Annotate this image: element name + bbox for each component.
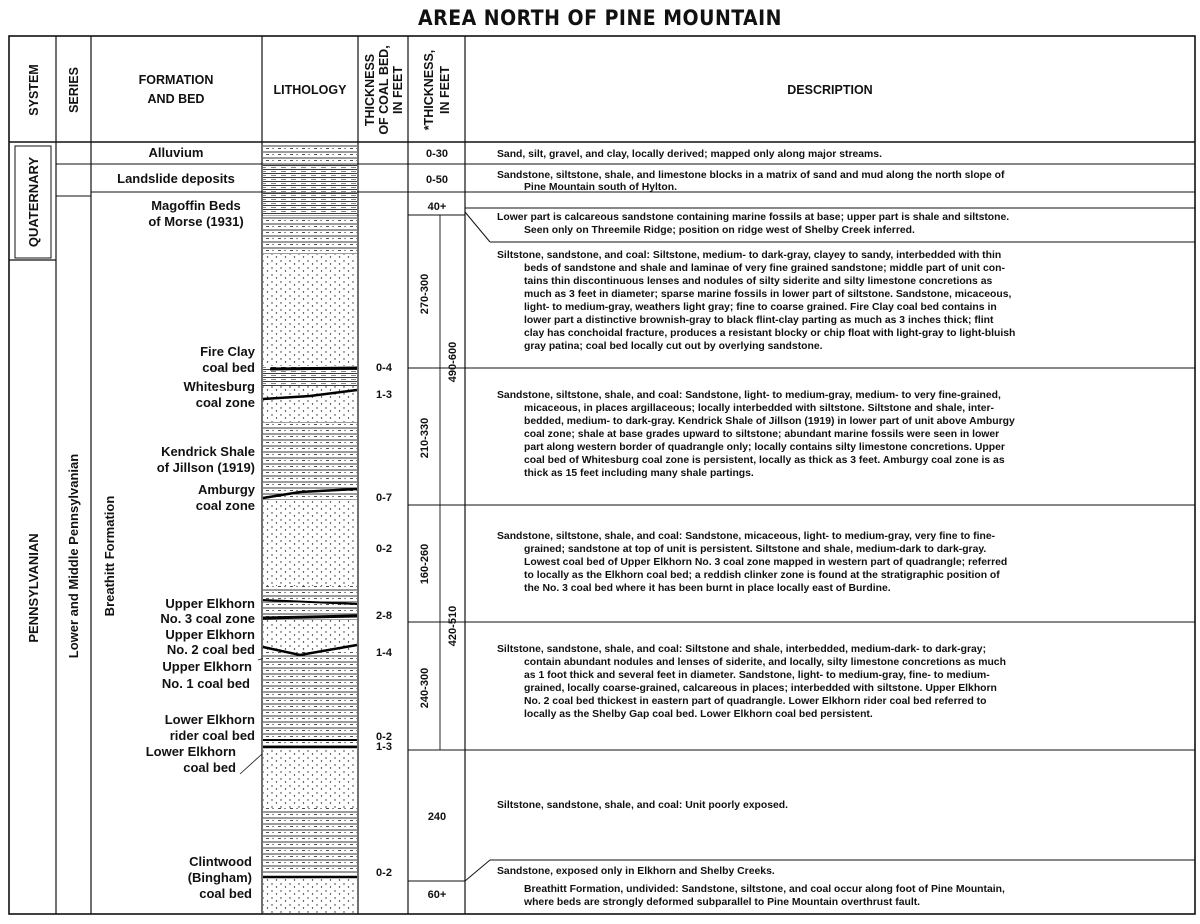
- thickness-group1: 490-600: [447, 341, 459, 383]
- bed-clintwood-2: (Bingham): [187, 870, 252, 885]
- bed-whitesburg-2: coal zone: [195, 395, 255, 410]
- thickness-group2: 420-510: [447, 605, 459, 647]
- coal-lower-elkhorn: 1-3: [376, 741, 392, 753]
- system-pennsylvanian: PENNSYLVANIAN: [26, 533, 41, 643]
- bed-fire-clay-2: coal bed: [202, 360, 255, 375]
- bed-lower-elkhorn-1: Lower Elkhorn: [145, 744, 236, 759]
- chart-title: AREA NORTH OF PINE MOUNTAIN: [418, 6, 782, 30]
- desc-unit4-line: No. 2 coal bed thickest in eastern part of quadrangle. Lower Elkhorn rider coal bed referred to: [524, 696, 987, 707]
- bed-kendrick-1: Kendrick Shale: [161, 444, 255, 459]
- coal-whitesburg: 1-3: [376, 389, 392, 401]
- desc-unit1-line: beds of sandstone and shale and laminae of very fine grained sandstone; middle part of unit con-: [524, 263, 1005, 274]
- bed-amburgy-2: coal zone: [195, 498, 255, 513]
- bed-upper-elkhorn-3-1: Upper Elkhorn: [165, 596, 255, 611]
- bed-upper-elkhorn-1-1: Upper Elkhorn: [162, 659, 252, 674]
- bed-lower-elkhorn-2: coal bed: [183, 760, 236, 775]
- header-coal-thickness-2: OF COAL BED,: [377, 45, 391, 135]
- bed-upper-elkhorn-2-2: No. 2 coal bed: [166, 642, 255, 657]
- bed-lower-elkhorn-rider-2: rider coal bed: [169, 728, 255, 743]
- header-coal-thickness-1: THICKNESS: [363, 53, 377, 127]
- desc-unit2-line: bedded, medium- to dark-gray. Kendrick Shale of Jillson (1919) in lower part of unit above Amburgy: [524, 416, 1015, 427]
- desc-unit1-line: light- to medium-gray, weathers light gray; fine to coarse grained. Fire Clay coal bed contains in: [524, 302, 997, 313]
- bed-fire-clay-1: Fire Clay: [200, 344, 255, 359]
- desc-unit3-line: Sandstone, siltstone, shale, and coal: Sandstone, micaceous, light- to medium-gray, very fine to fine-: [497, 531, 996, 542]
- coal-lower-elkhorn-rider: 0-2: [376, 731, 392, 743]
- desc-unit3-line: grained; sandstone at top of unit is persistent. Siltstone and shale, medium-dark to dark-gray.: [524, 544, 987, 555]
- desc-unit2-line: Sandstone, siltstone, shale, and coal: Sandstone, light- to medium-gray, medium- to very fine-grained,: [497, 390, 1001, 401]
- header-system: SYSTEM: [27, 64, 41, 116]
- vertical-labels: [26, 157, 117, 659]
- header-lithology: LITHOLOGY: [273, 83, 347, 97]
- desc-unit1-line: gray patina; coal bed locally cut out by overlying sandstone.: [524, 341, 823, 352]
- formation-label: Breathitt Formation: [102, 495, 117, 617]
- thickness-magoffin: 40+: [427, 201, 447, 213]
- desc-unit1-line: tains thin discontinuous lenses and nodules of silty siderite and silty limestone concretions as: [524, 276, 993, 287]
- thickness-unit1: 270-300: [419, 273, 431, 315]
- coal-unit3-top: 0-2: [376, 543, 392, 555]
- desc-magoffin-line: Seen only on Threemile Ridge; position on ridge west of Shelby Creek inferred.: [524, 225, 915, 236]
- desc-unit3-line: to locally as the Elkhorn coal bed; a reddish clinker zone is found at the stratigraphic position of: [524, 570, 1000, 581]
- bed-alluvium: Alluvium: [148, 145, 204, 160]
- desc-unit2-line: micaceous, in places argillaceous; locally interbedded with siltstone. Siltstone and shale, inter-: [524, 403, 995, 414]
- desc-landslide-line: Pine Mountain south of Hylton.: [524, 182, 677, 193]
- bed-upper-elkhorn-3-2: No. 3 coal zone: [160, 611, 255, 626]
- system-quaternary: QUATERNARY: [26, 156, 41, 248]
- desc-unit4-line: grained, locally coarse-grained, calcareous in places; interbedded with siltstone. Upper Elkhorn: [524, 683, 997, 694]
- bed-whitesburg-1: Whitesburg: [183, 379, 255, 394]
- thickness-values: [419, 148, 459, 901]
- coal-clintwood: 0-2: [376, 867, 392, 879]
- desc-unit5-line: Siltstone, sandstone, shale, and coal: Unit poorly exposed.: [497, 800, 788, 811]
- column-headers: [27, 45, 873, 134]
- thickness-unit2: 210-330: [419, 417, 431, 459]
- bed-kendrick-2: of Jillson (1919): [156, 460, 255, 475]
- thickness-landslide: 0-50: [425, 174, 449, 186]
- thickness-unit3: 160-260: [419, 543, 431, 585]
- desc-unit1-line: Siltstone, sandstone, and coal: Siltstone, medium- to dark-gray, clayey to sandy, interbedded with thin: [497, 250, 1002, 261]
- lithology-column: [263, 143, 357, 913]
- desc-unit4-line: as 1 foot thick and several feet in diameter. Sandstone, light- to medium-gray, fine- to medium-: [524, 670, 990, 681]
- series-label: Lower and Middle Pennsylvanian: [66, 453, 81, 659]
- bed-upper-elkhorn-2-1: Upper Elkhorn: [165, 627, 255, 642]
- header-thickness-2: IN FEET: [438, 66, 452, 114]
- bed-landslide: Landslide deposits: [117, 171, 235, 186]
- coal-fire-clay: 0-4: [376, 362, 392, 374]
- header-series: SERIES: [67, 67, 81, 113]
- desc-unit1-line: lower part a distinctive brownish-gray to black flint-clay parting as much as 3 inches thick; flint: [524, 315, 994, 326]
- desc-unit2-line: part along western border of quadrangle only; locally contains silty limestone concretions. Upper: [524, 442, 1005, 453]
- bed-upper-elkhorn-1-2: No. 1 coal bed: [161, 676, 250, 691]
- bed-lower-elkhorn-rider-1: Lower Elkhorn: [164, 712, 255, 727]
- desc-magoffin-line: Lower part is calcareous sandstone containing marine fossils at base; upper part is shale and siltstone.: [497, 212, 1010, 223]
- coal-thickness-values: [376, 362, 393, 879]
- thickness-bottom: 60+: [427, 889, 447, 901]
- desc-unit4-line: locally as the Shelby Gap coal bed. Lower Elkhorn coal bed persistent.: [524, 709, 873, 720]
- desc-bottom-line: Breathitt Formation, undivided: Sandstone, siltstone, and coal occur along foot of Pine Mountain,: [524, 884, 1005, 895]
- header-formation-2: AND BED: [147, 92, 205, 106]
- header-formation-1: FORMATION: [138, 73, 214, 87]
- bed-amburgy-1: Amburgy: [197, 482, 255, 497]
- bed-clintwood-1: Clintwood: [189, 854, 252, 869]
- desc-unit4-line: contain abundant nodules and lenses of siderite, and locally, silty limestone concretions as much: [524, 657, 1006, 668]
- header-description: DESCRIPTION: [787, 83, 873, 97]
- desc-unit2-line: coal zone; shale at base grades upward to siltstone; abundant marine fossils were seen in lower: [524, 429, 1000, 440]
- desc-unit2-line: thick as 15 feet including many shale partings.: [524, 468, 754, 479]
- bed-magoffin-1: Magoffin Beds: [151, 198, 241, 213]
- descriptions: [497, 149, 1015, 908]
- thickness-unit4: 240-300: [419, 667, 431, 709]
- coal-upper-elkhorn-3: 2-8: [376, 610, 392, 622]
- desc-unit3-line: Lowest coal bed of Upper Elkhorn No. 3 coal zone mapped in western part of quadrangle; referred: [524, 557, 1008, 568]
- coal-amburgy: 0-7: [376, 492, 392, 504]
- desc-bottom-line: where beds are strongly deformed subparallel to Pine Mountain overthrust fault.: [524, 897, 921, 908]
- desc-unit3-line: the No. 3 coal bed where it has been burnt in place locally east of Burdine.: [524, 583, 891, 594]
- desc-clintwood-line: Sandstone, exposed only in Elkhorn and Shelby Creeks.: [497, 866, 775, 877]
- header-coal-thickness-3: IN FEET: [391, 66, 405, 114]
- desc-landslide-line: Sandstone, siltstone, shale, and limestone blocks in a matrix of sand and mud along the north slope of: [497, 170, 1005, 181]
- header-thickness-1: *THICKNESS,: [422, 49, 436, 131]
- coal-upper-elkhorn-2: 1-4: [376, 647, 392, 659]
- desc-unit2-line: coal bed of Whitesburg coal zone is persistent, locally as thick as 3 feet. Amburgy coal zone is as: [524, 455, 1005, 466]
- bed-magoffin-2: of Morse (1931): [148, 214, 244, 229]
- thickness-alluvium: 0-30: [425, 148, 449, 160]
- desc-unit1-line: much as 3 feet in diameter; sparse marine fossils in lower part of siltstone. Sandstone, micaceous,: [524, 289, 1012, 300]
- bed-names: [117, 145, 256, 901]
- thickness-unit5: 240: [427, 811, 447, 823]
- desc-unit1-line: clay has conchoidal fracture, produces a resistant blocky or chip float with light-gray to light-bluish: [524, 328, 1016, 339]
- bed-clintwood-3: coal bed: [199, 886, 252, 901]
- desc-unit4-line: Siltstone, sandstone, shale, and coal: Siltstone and shale, interbedded, medium-dark- to dark-gray;: [497, 644, 987, 655]
- desc-alluvium-line: Sand, silt, gravel, and clay, locally derived; mapped only along major streams.: [497, 149, 882, 160]
